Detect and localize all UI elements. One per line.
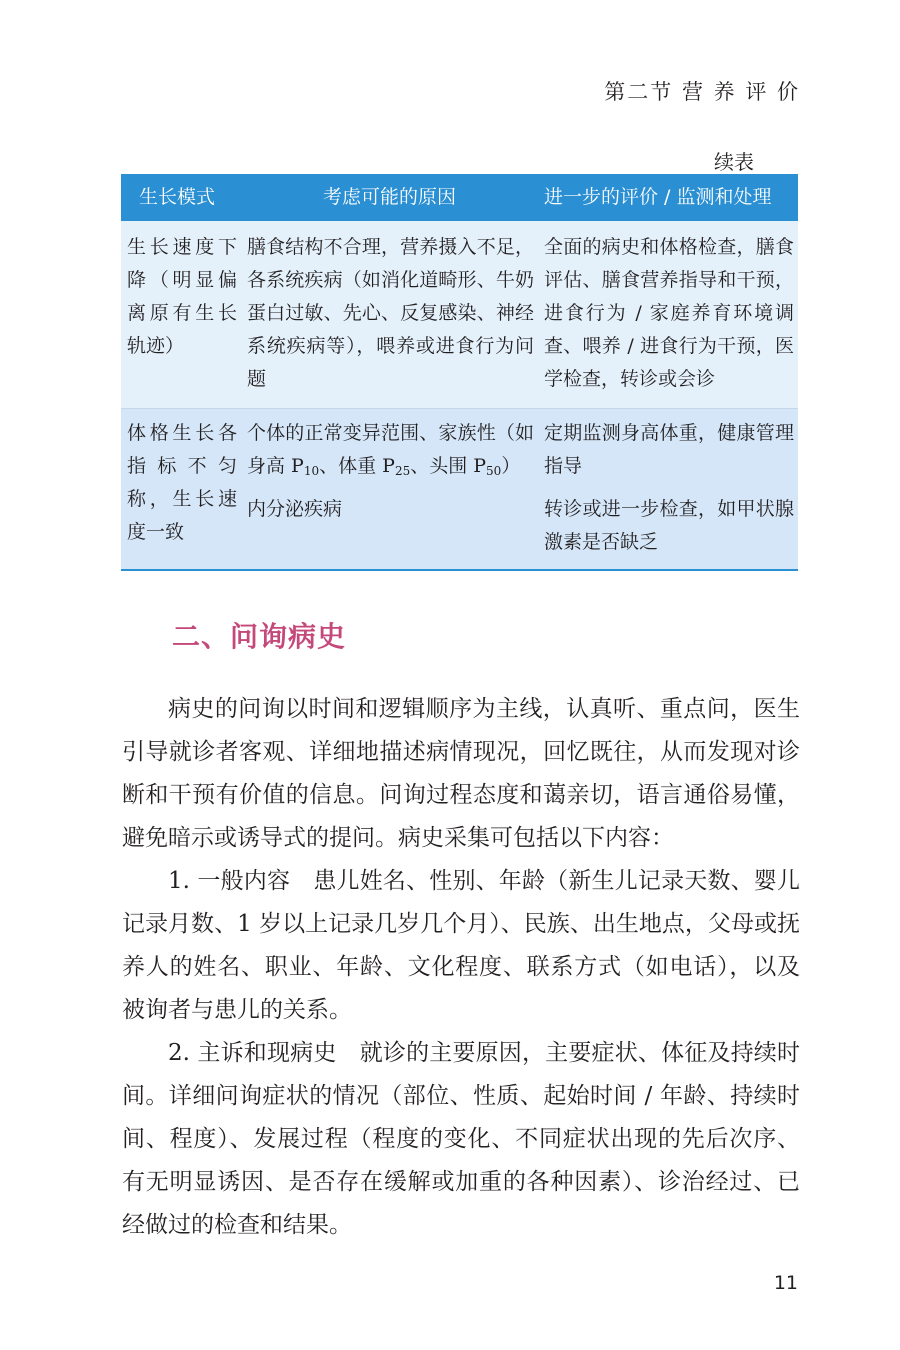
- cell-pattern: 生长速度下降（明显偏离原有生长轨迹）: [121, 221, 241, 409]
- paragraph: 1. 一般内容 患儿姓名、性别、年龄（新生儿记录天数、婴儿记录月数、1 岁以上记录几岁几个月）、民族、出生地点，父母或抚养人的姓名、职业、年龄、文化程度、联系方式（如电话），以及被询者与患儿的关系。: [122, 868, 800, 1023]
- percentile-subscript: 50: [486, 464, 502, 478]
- column-header-action: 进一步的评价 / 监测和处理: [538, 174, 798, 221]
- cause-item-variation: [247, 417, 534, 483]
- table-header-row: [121, 174, 798, 221]
- section-title: 二、问询病史: [172, 620, 347, 653]
- percentile-subscript: 10: [303, 464, 320, 478]
- percentile-subscript: 25: [394, 464, 411, 478]
- cell-cause: 膳食结构不合理，营养摄入不足，各系统疾病（如消化道畸形、牛奶蛋白过敏、先心、反复感染、神经系统疾病等），喂养或进食行为问题: [241, 221, 538, 409]
- cell-action: [538, 409, 798, 571]
- paragraph: 病史的问询以时间和逻辑顺序为主线，认真听、重点问，医生引导就诊者客观、详细地描述病情现况，回忆既往，从而发现对诊断和干预有价值的信息。问询过程态度和蔼亲切，语言通俗易懂，避免暗示或诱导式的提问。病史采集可包括以下内容：: [122, 696, 800, 851]
- cause-text: 、头围 P: [410, 455, 487, 477]
- cell-action: 全面的病史和体格检查，膳食评估、膳食营养指导和干预，进食行为 / 家庭养育环境调查、喂养 / 进食行为干预，医学检查，转诊或会诊: [538, 221, 798, 409]
- column-header-cause: 考虑可能的原因: [241, 174, 538, 221]
- action-item-monitor: 定期监测身高体重，健康管理指导: [544, 422, 794, 477]
- table-row: [121, 221, 798, 409]
- running-header: 第二节 营 养 评 价: [604, 80, 800, 104]
- cause-text: ）: [501, 455, 521, 477]
- cause-text: 、体重 P: [319, 455, 395, 477]
- column-header-pattern: 生长模式: [121, 174, 241, 221]
- nutrition-table: [121, 174, 798, 571]
- cell-cause: [241, 409, 538, 571]
- paragraph: 2. 主诉和现病史 就诊的主要原因，主要症状、体征及持续时间。详细问询症状的情况（部位、性质、起始时间 / 年龄、持续时间、程度）、发展过程（程度的变化、不同症状出现的先后次序、有无明显诱因、是否存在缓解或加重的各种因素）、诊治经过、已经做过的检查和结果。: [122, 1040, 800, 1238]
- cause-text: 个体的正常变异范围、家族性（如身高 P: [247, 422, 534, 477]
- section-body: [122, 688, 800, 1247]
- page-number: 11: [773, 1272, 798, 1294]
- action-item-referral: 转诊或进一步检查，如甲状腺激素是否缺乏: [544, 498, 794, 553]
- table-row: [121, 409, 798, 571]
- cause-item-endocrine: 内分泌疾病: [247, 498, 343, 520]
- cell-pattern: 体格生长各指标不匀称，生长速度一致: [121, 409, 241, 571]
- table-continuation-label: 续表: [714, 150, 754, 174]
